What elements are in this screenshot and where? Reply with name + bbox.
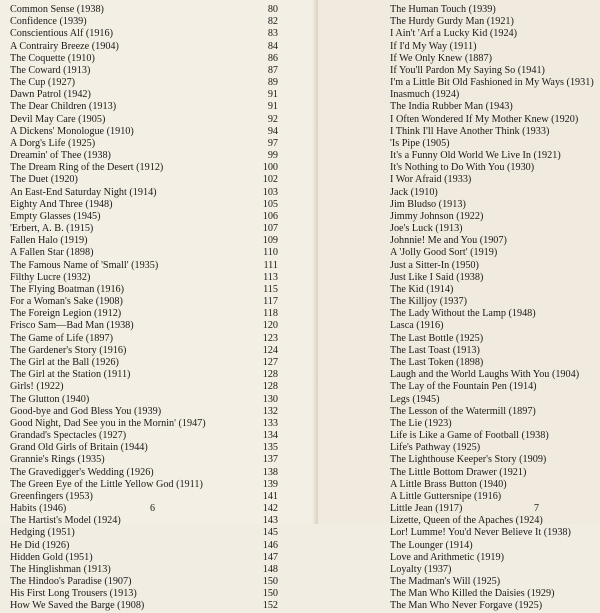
contents-entry <box>10 552 310 564</box>
entry-title: The Gardener's Story (1916) <box>10 344 127 356</box>
entry-title: The Game of Life (1897) <box>10 332 113 344</box>
entry-page-number: 135 <box>262 442 278 454</box>
entry-title: The Dream Ring of the Desert (1912) <box>10 162 164 174</box>
contents-entry: Life's Pathway (1925) <box>390 442 481 454</box>
entry-title: For a Woman's Sake (1908) <box>10 296 123 308</box>
entry-page-number: 128 <box>262 381 278 393</box>
contents-entry <box>10 284 310 296</box>
entry-page-number: 127 <box>262 356 278 368</box>
right-page-number: 7 <box>534 503 539 514</box>
entry-title: The Famous Name of 'Small' (1935) <box>10 259 159 271</box>
entry-page-number: 118 <box>263 308 278 320</box>
contents-entry: The Lady Without the Lamp (1948) <box>390 308 536 320</box>
contents-entry: Lor! Lumme! You'd Never Believe It (1938) <box>390 527 571 539</box>
entry-page-number: 141 <box>262 490 278 502</box>
entry-title: An East-End Saturday Night (1914) <box>10 186 157 198</box>
entry-page-number: 132 <box>262 405 278 417</box>
contents-entry: I Think I'll Have Another Think (1933) <box>390 125 550 137</box>
contents-entry: The Lay of the Fountain Pen (1914) <box>390 381 537 393</box>
contents-entry: If We Only Knew (1887) <box>390 52 492 64</box>
entry-title: The Gravedigger's Wedding (1926) <box>10 466 154 478</box>
entry-page-number: 117 <box>263 296 278 308</box>
entry-title: The Foreign Legion (1912) <box>10 308 122 320</box>
entry-page-number: 123 <box>262 332 278 344</box>
entry-title: The Glutton (1940) <box>10 393 90 405</box>
entry-title: Devil May Care (1905) <box>10 113 106 125</box>
entry-page-number: 133 <box>262 417 278 429</box>
entry-page-number: 83 <box>267 28 278 40</box>
entry-page-number: 152 <box>262 600 278 612</box>
entry-title: Common Sense (1938) <box>10 4 104 15</box>
entry-page-number: 82 <box>267 16 278 28</box>
contents-entry: If I'd My Way (1911) <box>390 40 477 52</box>
contents-entry <box>10 260 310 272</box>
contents-entry <box>10 381 310 393</box>
contents-entry <box>10 53 310 65</box>
entry-title: The Coward (1913) <box>10 64 91 76</box>
entry-page-number: 105 <box>262 198 278 210</box>
entry-page-number: 102 <box>262 174 278 186</box>
entry-title: He Did (1926) <box>10 539 70 551</box>
contents-entry: The Lie (1923) <box>390 417 452 429</box>
entry-title: A Dickens' Monologue (1910) <box>10 125 134 137</box>
contents-entry <box>10 235 310 247</box>
entry-page-number: 91 <box>267 101 278 113</box>
contents-entry: The Lighthouse Keeper's Story (1909) <box>390 454 547 466</box>
contents-entry: I Ain't 'Arf a Lucky Kid (1924) <box>390 28 518 40</box>
contents-entry: The Man Who Never Forgave (1925) <box>390 600 543 612</box>
right-contents-list <box>390 4 600 613</box>
entry-page-number: 113 <box>263 271 278 283</box>
contents-entry <box>10 150 310 162</box>
entry-page-number: 150 <box>262 576 278 588</box>
contents-entry <box>10 588 310 600</box>
entry-page-number: 100 <box>262 162 278 174</box>
entry-title: The Coquette (1910) <box>10 52 95 64</box>
entry-page-number: 137 <box>262 454 278 466</box>
contents-entry: The Madman's Will (1925) <box>390 576 501 588</box>
entry-title: Dreamin' of Thee (1938) <box>10 150 111 162</box>
entry-title: Dawn Patrol (1942) <box>10 89 91 101</box>
contents-entry <box>10 199 310 211</box>
contents-entry: Jimmy Johnson (1922) <box>390 210 484 222</box>
contents-entry <box>10 430 310 442</box>
contents-entry: A 'Jolly Good Sort' (1919) <box>390 247 498 259</box>
contents-entry: Legs (1945) <box>390 393 440 405</box>
entry-title: The Girl at the Station (1911) <box>10 369 131 381</box>
entry-title: A Fallen Star (1898) <box>10 247 94 259</box>
contents-entry <box>10 333 310 345</box>
entry-title: Greenfingers (1953) <box>10 490 93 502</box>
entry-title: Habits (1946) <box>10 503 67 515</box>
contents-entry: The Little Bottom Drawer (1921) <box>390 466 527 478</box>
contents-entry <box>10 65 310 77</box>
entry-page-number: 99 <box>267 150 278 162</box>
contents-entry: It's a Funny Old World We Live In (1921) <box>390 150 561 162</box>
entry-page-number: 130 <box>262 393 278 405</box>
entry-title: The Duet (1920) <box>10 174 78 186</box>
entry-page-number: 120 <box>262 320 278 332</box>
contents-entry: I Often Wondered If My Mother Knew (1920) <box>390 113 579 125</box>
entry-page-number: 86 <box>267 52 278 64</box>
entry-page-number: 91 <box>267 89 278 101</box>
contents-entry <box>10 138 310 150</box>
contents-entry: I Wor Afraid (1933) <box>390 174 472 186</box>
contents-entry <box>10 357 310 369</box>
entry-page-number: 148 <box>262 563 278 575</box>
entry-title: His First Long Trousers (1913) <box>10 588 137 600</box>
contents-entry <box>10 174 310 186</box>
entry-page-number: 138 <box>262 466 278 478</box>
entry-title: Eighty And Three (1948) <box>10 198 113 210</box>
contents-entry: The Killjoy (1937) <box>390 296 467 308</box>
entry-title: Conscientious Alf (1916) <box>10 28 113 40</box>
contents-entry <box>10 394 310 406</box>
entry-page-number: 143 <box>262 515 278 527</box>
contents-entry <box>10 4 310 16</box>
entry-title: Confidence (1939) <box>10 16 87 28</box>
entry-page-number: 142 <box>262 503 278 515</box>
contents-entry <box>10 28 310 40</box>
contents-entry: Little Jean (1917) <box>390 503 463 515</box>
contents-entry <box>10 247 310 259</box>
contents-entry: I'm a Little Bit Old Fashioned in My Ways (1931) <box>390 77 594 89</box>
entry-page-number: 110 <box>263 247 278 259</box>
contents-entry <box>10 369 310 381</box>
contents-entry: The Lounger (1914) <box>390 539 473 551</box>
entry-page-number: 97 <box>267 137 278 149</box>
right-page <box>318 0 600 612</box>
entry-title: Hedging (1951) <box>10 527 75 539</box>
contents-entry <box>10 418 310 430</box>
contents-entry: 'Is Pipe (1905) <box>390 137 450 149</box>
contents-entry <box>10 126 310 138</box>
contents-entry: The Last Toast (1913) <box>390 344 480 356</box>
contents-entry <box>10 345 310 357</box>
entry-page-number: 146 <box>262 539 278 551</box>
contents-entry <box>10 162 310 174</box>
contents-entry: It's Nothing to Do With You (1930) <box>390 162 535 174</box>
entry-title: The Hindoo's Paradise (1907) <box>10 576 132 588</box>
contents-entry: A Little Guttersnipe (1916) <box>390 490 502 502</box>
contents-entry <box>10 454 310 466</box>
entry-title: Empty Glasses (1945) <box>10 210 101 222</box>
contents-entry: Loyalty (1937) <box>390 563 452 575</box>
contents-entry <box>10 576 310 588</box>
contents-entry <box>10 564 310 576</box>
contents-entry <box>10 187 310 199</box>
entry-title: Grand Old Girls of Britain (1944) <box>10 442 148 454</box>
contents-entry <box>10 211 310 223</box>
entry-title: The Flying Boatman (1916) <box>10 283 125 295</box>
contents-entry <box>10 491 310 503</box>
contents-entry: The Hurdy Gurdy Man (1921) <box>390 16 514 28</box>
entry-title: The Girl at the Ball (1926) <box>10 356 119 368</box>
entry-title: How We Saved the Barge (1908) <box>10 600 145 612</box>
entry-title: Grandad's Spectacles (1927) <box>10 430 127 442</box>
entry-page-number: 124 <box>262 344 278 356</box>
contents-entry <box>10 89 310 101</box>
contents-entry <box>10 101 310 113</box>
contents-entry <box>10 467 310 479</box>
entry-page-number: 94 <box>267 125 278 137</box>
contents-entry <box>10 16 310 28</box>
contents-entry <box>10 406 310 418</box>
entry-title: Good-bye and God Bless You (1939) <box>10 405 162 417</box>
entry-page-number: 147 <box>262 551 278 563</box>
contents-entry <box>10 479 310 491</box>
entry-title: The Cup (1927) <box>10 77 76 89</box>
contents-entry: The Man Who Killed the Daisies (1929) <box>390 588 555 600</box>
entry-title: Good Night, Dad See you in the Mornin' (1947) <box>10 417 206 429</box>
contents-entry <box>10 320 310 332</box>
contents-entry: The Human Touch (1939) <box>390 4 496 15</box>
contents-entry: Jack (1910) <box>390 186 438 198</box>
entry-page-number: 107 <box>262 223 278 235</box>
contents-entry: Inasmuch (1924) <box>390 89 460 101</box>
contents-entry <box>10 272 310 284</box>
entry-page-number: 87 <box>267 64 278 76</box>
entry-page-number: 80 <box>267 4 278 15</box>
contents-entry: Laugh and the World Laughs With You (1904) <box>390 369 580 381</box>
contents-entry: Life is Like a Game of Football (1938) <box>390 430 549 442</box>
contents-entry <box>10 114 310 126</box>
contents-entry: Love and Arithmetic (1919) <box>390 551 505 563</box>
contents-entry <box>10 442 310 454</box>
entry-page-number: 150 <box>262 588 278 600</box>
contents-entry: The Last Bottle (1925) <box>390 332 484 344</box>
entry-page-number: 139 <box>262 478 278 490</box>
contents-entry <box>10 41 310 53</box>
contents-entry: Just a Sitter-In (1950) <box>390 259 479 271</box>
contents-entry: The Lesson of the Watermill (1897) <box>390 405 536 417</box>
entry-title: The Green Eye of the Little Yellow God (1911) <box>10 478 203 490</box>
contents-entry: If You'll Pardon My Saying So (1941) <box>390 64 545 76</box>
contents-entry: The Kid (1914) <box>390 283 454 295</box>
entry-title: Frisco Sam—Bad Man (1938) <box>10 320 134 332</box>
entry-page-number: 109 <box>262 235 278 247</box>
contents-entry: The Last Token (1898) <box>390 356 484 368</box>
contents-entry <box>10 296 310 308</box>
entry-page-number: 84 <box>267 40 278 52</box>
contents-entry <box>10 515 310 527</box>
contents-entry <box>10 600 310 612</box>
contents-entry <box>10 308 310 320</box>
entry-page-number: 128 <box>262 369 278 381</box>
entry-page-number: 111 <box>263 259 278 271</box>
contents-entry: Joe's Luck (1913) <box>390 223 463 235</box>
entry-title: The Hinglishman (1913) <box>10 563 111 575</box>
entry-title: Hidden Gold (1951) <box>10 551 93 563</box>
entry-title: Girls! (1922) <box>10 381 64 393</box>
entry-title: A Contrairy Breeze (1904) <box>10 40 119 52</box>
contents-entry: Lizette, Queen of the Apaches (1924) <box>390 515 543 527</box>
entry-title: Grannie's Rings (1935) <box>10 454 105 466</box>
entry-title: The Dear Children (1913) <box>10 101 117 113</box>
entry-page-number: 115 <box>263 283 278 295</box>
entry-page-number: 89 <box>267 77 278 89</box>
contents-entry: Just Like I Said (1938) <box>390 271 484 283</box>
entry-title: Filthy Lucre (1932) <box>10 271 91 283</box>
left-contents-list <box>10 4 310 613</box>
contents-entry <box>10 527 310 539</box>
contents-entry: Johnnie! Me and You (1907) <box>390 235 507 247</box>
entry-page-number: 145 <box>262 527 278 539</box>
contents-entry <box>10 223 310 235</box>
contents-entry: Lasca (1916) <box>390 320 444 332</box>
entry-title: A Dorg's Life (1925) <box>10 137 96 149</box>
entry-title: 'Erbert, A. B. (1915) <box>10 223 94 235</box>
entry-page-number: 92 <box>267 113 278 125</box>
left-page-number: 6 <box>150 503 155 514</box>
contents-entry <box>10 503 310 515</box>
entry-page-number: 103 <box>262 186 278 198</box>
entry-title: The Hartist's Model (1924) <box>10 515 121 527</box>
contents-entry <box>10 77 310 89</box>
entry-title: Fallen Halo (1919) <box>10 235 88 247</box>
contents-entry: The India Rubber Man (1943) <box>390 101 513 113</box>
contents-entry: A Little Brass Button (1940) <box>390 478 507 490</box>
entry-page-number: 106 <box>262 210 278 222</box>
entry-page-number: 134 <box>262 430 278 442</box>
contents-entry: Jim Bludso (1913) <box>390 198 466 210</box>
contents-entry <box>10 540 310 552</box>
